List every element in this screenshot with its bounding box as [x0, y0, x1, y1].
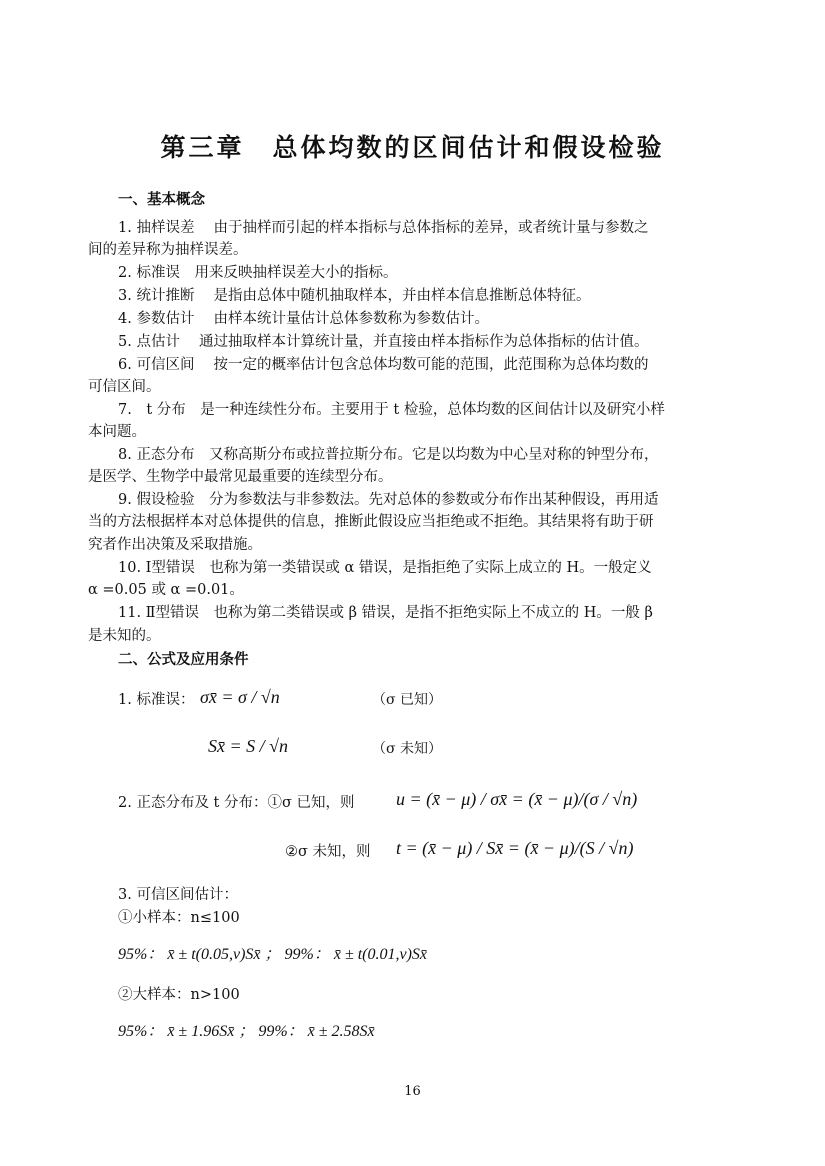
formula-std-error-known: σx̄ = σ / √n	[200, 687, 280, 707]
page-number: 16	[404, 1084, 421, 1099]
chapter-title: 第三章 总体均数的区间估计和假设检验	[160, 133, 665, 162]
concept-line: 6. 可信区间 按一定的概率估计包含总体均数可能的范围，此范围称为总体均数的	[118, 357, 649, 373]
concept-line: 7. t 分布 是一种连续性分布。主要用于 t 检验，总体均数的区间估计以及研究小样	[118, 402, 665, 418]
concept-line: 究者作出决策及采取措施。	[88, 537, 262, 553]
concept-line: 2. 标准误 用来反映抽样误差大小的指标。	[118, 265, 398, 281]
ci-heading: 3. 可信区间估计：	[118, 887, 238, 903]
concept-line: 4. 参数估计 由样本统计量估计总体参数称为参数估计。	[118, 311, 490, 327]
formula-condition: （σ 已知）	[372, 692, 443, 708]
section-heading-concepts: 一、基本概念	[118, 192, 205, 208]
concept-line: 当的方法根据样本对总体提供的信息，推断此假设应当拒绝或不拒绝。其结果将有助于研	[88, 514, 654, 530]
formula-label: 2. 正态分布及 t 分布：①σ 已知，则	[118, 795, 355, 811]
formula-u-statistic: u = (x̄ − μ) / σx̄ = (x̄ − μ)/(σ / √n)	[396, 789, 638, 809]
concept-line: 间的差异称为抽样误差。	[88, 242, 248, 258]
large-sample-formula: 95%： x̄ ± 1.96Sx̄ ； 99%： x̄ ± 2.58Sx̄	[118, 1023, 375, 1040]
concept-line: 是医学、生物学中最常见最重要的连续型分布。	[88, 469, 393, 485]
concept-line: 11. Ⅱ型错误 也称为第二类错误或 β 错误，是指不拒绝实际上不成立的 H。一般 β	[118, 605, 653, 621]
concept-line: 9. 假设检验 分为参数法与非参数法。先对总体的参数或分布作出某种假设，再用适	[118, 492, 659, 508]
formula-label: 1. 标准误：	[118, 692, 195, 708]
formula-condition: （σ 未知）	[372, 741, 443, 757]
large-sample-label: ②大样本：n>100	[118, 987, 240, 1003]
concept-line: 是未知的。	[88, 628, 161, 644]
formula-std-error-unknown: Sx̄ = S / √n	[208, 736, 289, 756]
concept-line: α =0.05 或 α =0.01。	[88, 582, 244, 598]
concept-line: 本问题。	[88, 424, 146, 440]
small-sample-label: ①小样本：n≤100	[118, 910, 240, 926]
concept-line: 3. 统计推断 是指由总体中随机抽取样本，并由样本信息推断总体特征。	[118, 288, 591, 304]
formula-label: ②σ 未知，则	[285, 844, 371, 860]
formula-t-statistic: t = (x̄ − μ) / Sx̄ = (x̄ − μ)/(S / √n)	[396, 838, 634, 858]
concept-line: 5. 点估计 通过抽取样本计算统计量，并直接由样本指标作为总体指标的估计值。	[118, 334, 649, 350]
concept-line: 8. 正态分布 又称高斯分布或拉普拉斯分布。它是以均数为中心呈对称的钟型分布，	[118, 447, 659, 463]
section-heading-formulas: 二、公式及应用条件	[118, 652, 249, 668]
concept-line: 10. Ⅰ型错误 也称为第一类错误或 α 错误，是指拒绝了实际上成立的 H。一般定义	[118, 560, 652, 576]
concept-line: 1. 抽样误差 由于抽样而引起的样本指标与总体指标的差异，或者统计量与参数之	[118, 220, 649, 236]
small-sample-formula: 95%： x̄ ± t(0.05,ν)Sx̄ ； 99%： x̄ ± t(0.01,ν)Sx̄	[118, 946, 428, 963]
concept-line: 可信区间。	[88, 379, 161, 395]
